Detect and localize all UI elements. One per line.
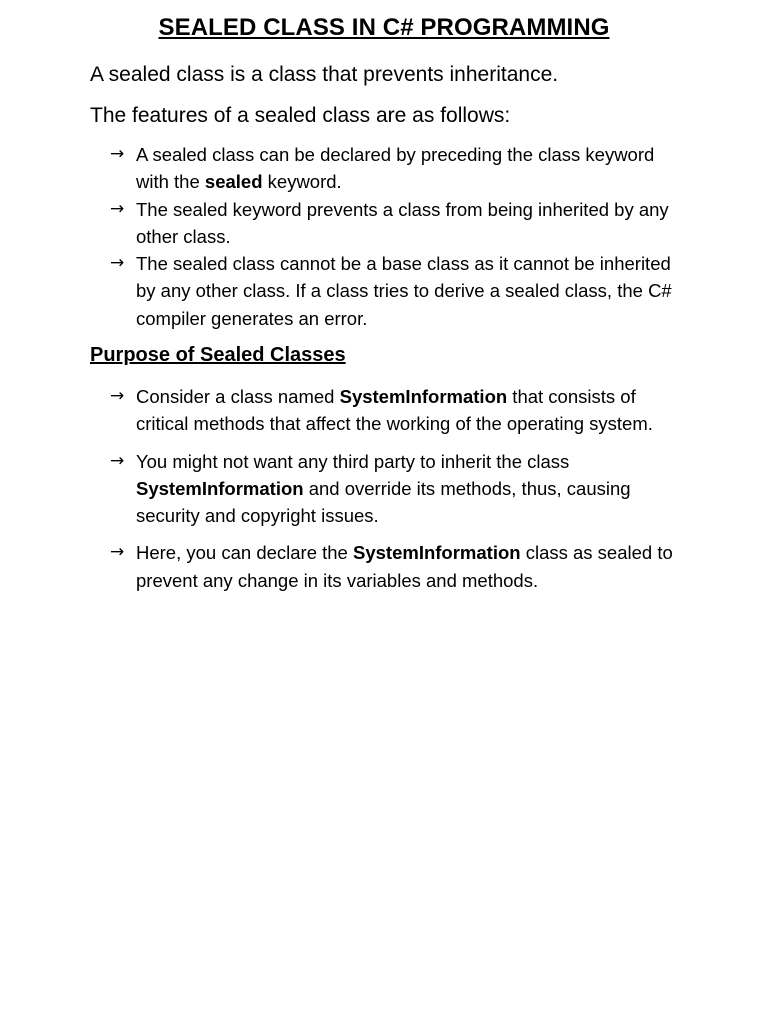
list-item	[110, 141, 680, 196]
list-item-text: Here, you can declare the	[136, 542, 353, 564]
list-item-text: that consists of critical methods that affect the working of the operating system.	[136, 386, 653, 435]
arrow-icon: →	[110, 253, 125, 274]
list-item-text: The sealed keyword prevents a class from being inherited by any other class.	[136, 198, 669, 247]
list-item-text: and override its methods, thus, causing security and copyright issues.	[136, 477, 631, 527]
list-item-text: You might not want any third party to inherit the class	[136, 450, 570, 472]
bold-class-name: SystemInformation	[136, 477, 304, 499]
list-item-text: class as sealed to prevent any change in its variables and methods.	[136, 542, 673, 591]
list-item	[110, 448, 680, 530]
list-item-text: Consider a class named	[136, 386, 340, 407]
arrow-icon: →	[110, 542, 125, 563]
features-list	[110, 141, 680, 332]
list-item	[110, 539, 680, 594]
arrow-icon: →	[110, 198, 125, 219]
list-item	[110, 196, 680, 251]
arrow-icon: →	[110, 144, 125, 164]
purpose-heading: Purpose of Sealed Classes	[90, 344, 346, 366]
arrow-icon: →	[110, 386, 125, 406]
list-item-text: A sealed class can be declared by preceding the class keyword with the	[136, 144, 655, 193]
list-item-text: The sealed class cannot be a base class as it cannot be inherited by any other class. If a class tries to derive a sealed class, the C# compiler generates an error.	[136, 253, 672, 329]
purpose-list	[110, 383, 680, 604]
bold-class-name: SystemInformation	[353, 542, 521, 564]
arrow-icon: →	[110, 450, 125, 471]
intro-paragraph: A sealed class is a class that prevents inheritance.	[90, 63, 559, 86]
features-intro-paragraph: The features of a sealed class are as follows:	[90, 104, 511, 127]
bold-class-name: SystemInformation	[339, 386, 508, 407]
list-item	[110, 250, 680, 332]
list-item-text: keyword.	[262, 171, 342, 193]
list-item	[110, 383, 680, 438]
bold-keyword: sealed	[204, 171, 263, 193]
document-title: SEALED CLASS IN C# PROGRAMMING	[158, 14, 610, 41]
